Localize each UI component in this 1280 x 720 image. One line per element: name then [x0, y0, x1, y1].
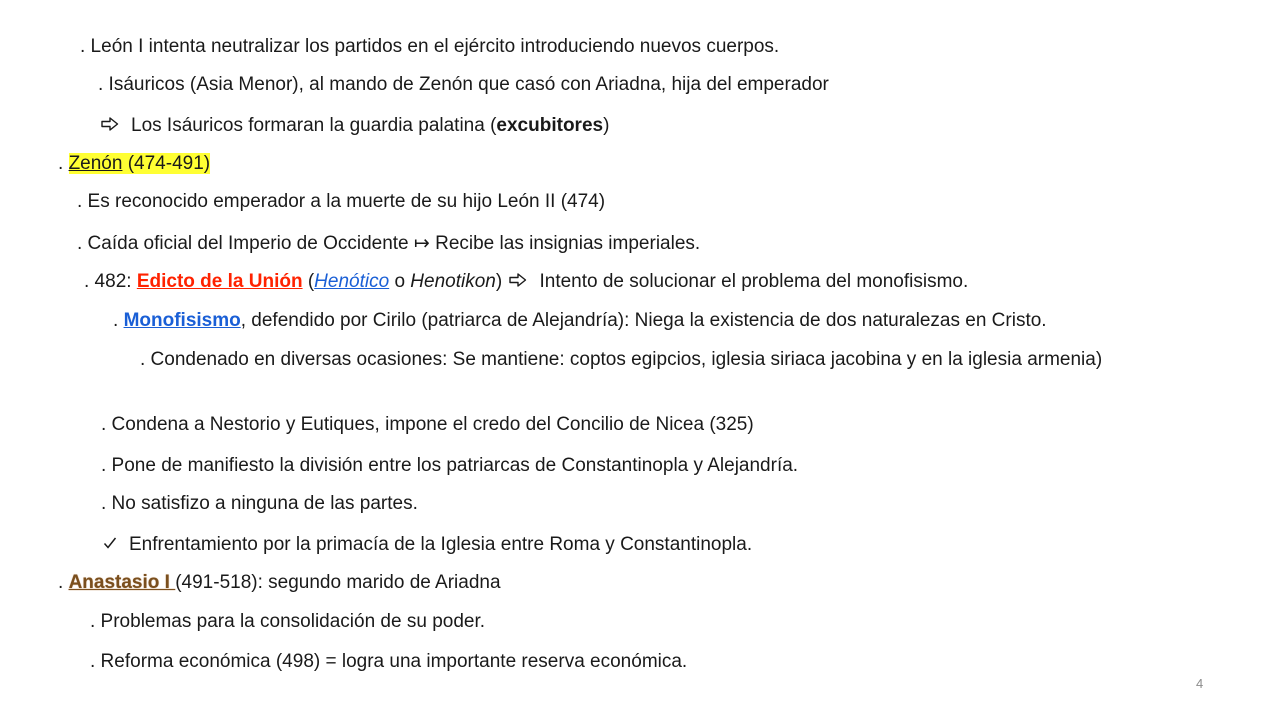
checkmark-icon [103, 533, 117, 557]
line-edicto-union: . 482: Edicto de la Unión (Henótico o Henotikon) Intento de solucionar el problema del monofisismo. [84, 271, 969, 292]
monofisismo-link[interactable]: Monofisismo [123, 310, 241, 331]
hollow-arrow-right-icon [509, 270, 527, 294]
line-condenado: . Condenado en diversas ocasiones: Se mantiene: coptos egipcios, iglesia siriaca jacobina y en la iglesia armenia) [140, 349, 1103, 370]
zenon-name: Zenón [68, 153, 123, 174]
page-number: 4 [1196, 676, 1204, 691]
edicto-union-term: Edicto de la Unión [136, 271, 303, 292]
line-reconocido-emperador: . Es reconocido emperador a la muerte de su hijo León II (474) [77, 191, 606, 212]
line-monofisismo: . Monofisismo, defendido por Cirilo (patriarca de Alejandría): Niega la existencia de dos naturalezas en Cristo. [113, 310, 1047, 331]
anastasio-name: Anastasio I [68, 572, 176, 593]
heading-zenon: . Zenón (474-491) [58, 153, 211, 174]
line-no-satisfizo: . No satisfizo a ninguna de las partes. [101, 493, 418, 514]
line-reforma-economica: . Reforma económica (498) = logra una importante reserva económica. [90, 651, 688, 672]
line-division-patriarcas: . Pone de manifiesto la división entre los patriarcas de Constantinopla y Alejandría. [101, 455, 799, 476]
line-enfrentamiento: Enfrentamiento por la primacía de la Iglesia entre Roma y Constantinopla. [103, 533, 752, 557]
line-problemas-poder: . Problemas para la consolidación de su poder. [90, 611, 486, 632]
line-guardia-palatina: Los Isáuricos formaran la guardia palatina (excubitores) [101, 114, 609, 138]
heading-anastasio: . Anastasio I (491-518): segundo marido de Ariadna [58, 572, 501, 593]
hollow-arrow-right-icon [101, 114, 119, 138]
henotico-link[interactable]: Henótico [314, 271, 390, 292]
line-isauricos: . Isáuricos (Asia Menor), al mando de Zenón que casó con Ariadna, hija del emperador [98, 74, 829, 95]
line-leon-i: . León I intenta neutralizar los partidos en el ejército introduciendo nuevos cuerpos. [80, 36, 780, 57]
maps-to-arrow-icon: ↦ [413, 233, 430, 254]
excubitores-term: excubitores [496, 115, 604, 136]
line-caida-occidente: . Caída oficial del Imperio de Occidente ↦ Recibe las insignias imperiales. [77, 233, 701, 254]
line-condena-nestorio: . Condena a Nestorio y Eutiques, impone el credo del Concilio de Nicea (325) [101, 414, 754, 435]
